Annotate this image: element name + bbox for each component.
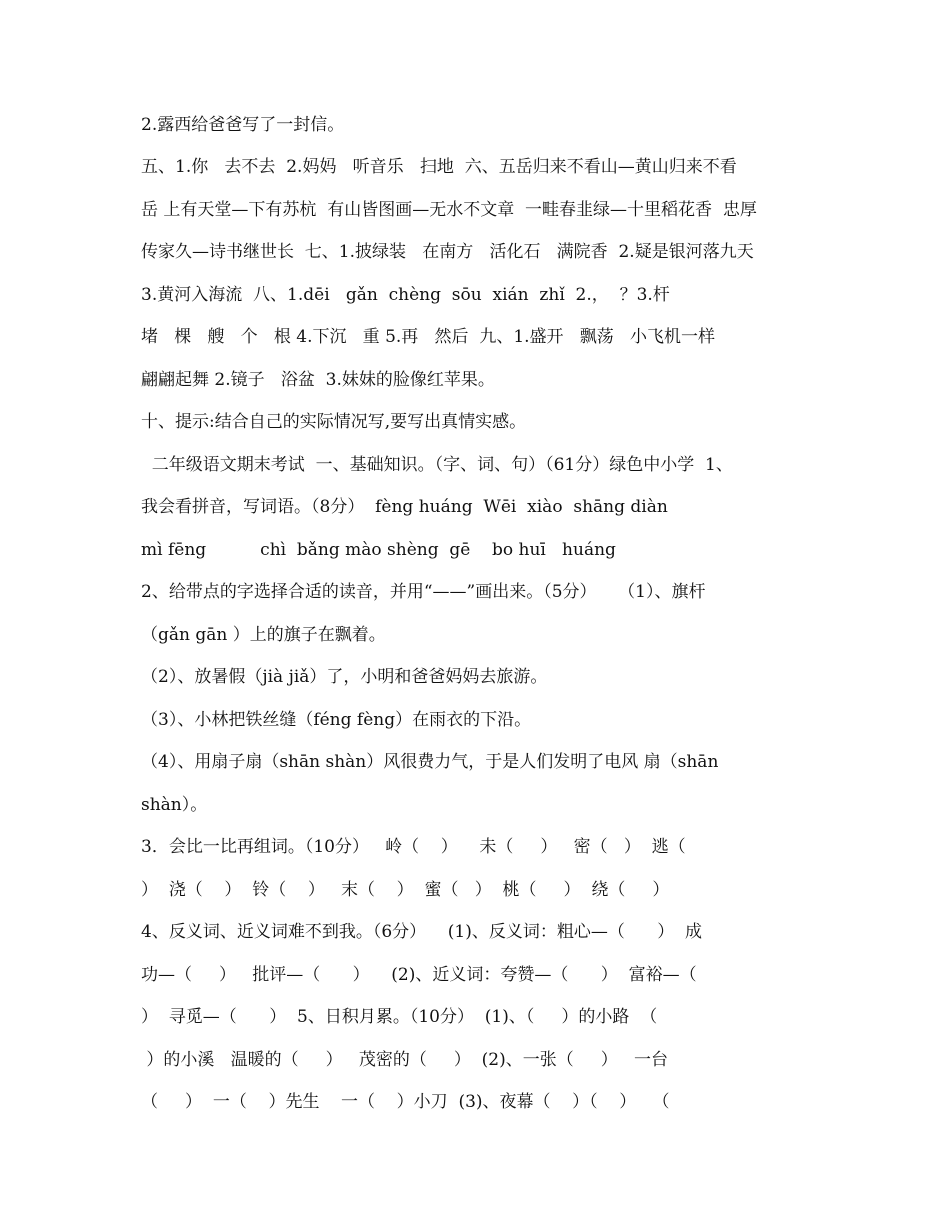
text-line: shàn）。 xyxy=(141,795,208,815)
text-line: （2）、放暑假（jià jiǎ）了，小明和爸爸妈妈去旅游。 xyxy=(141,667,548,687)
text-line: ） 寻觅—（ ） 5、日积月累。（10分） (1)、（ ）的小路 （ xyxy=(141,1007,658,1027)
text-line: 堵 棵 艘 个 根 4.下沉 重 5.再 然后 九、1.盛开 飘荡 小飞机一样 xyxy=(141,327,715,347)
text-line: 3．会比一比再组词。（10分） 岭（ ） 未（ ） 密（ ） 逃（ xyxy=(141,837,686,857)
text-line: 2、给带点的字选择合适的读音，并用“——”画出来。（5分） （1）、旗杆 xyxy=(141,582,706,602)
text-line: （gǎn gān ）上的旗子在飘着。 xyxy=(141,625,386,645)
text-line: 我会看拼音，写词语。（8分） fèng huáng Wēi xiào shāng diàn xyxy=(141,497,668,517)
text-line: ）的小溪 温暖的（ ） 茂密的（ ） (2)、一张（ ） 一台 xyxy=(141,1050,668,1070)
text-line: 功—（ ） 批评—（ ） (2)、近义词：夸赞—（ ） 富裕—（ xyxy=(141,965,697,985)
text-line: 十、提示:结合自己的实际情况写,要写出真情实感。 xyxy=(141,412,527,432)
text-line: 五、1.你 去不去 2.妈妈 听音乐 扫地 六、五岳归来不看山—黄山归来不看 xyxy=(141,157,737,177)
text-line: mì fēng chì bǎng mào shèng gē bo huī huáng xyxy=(141,540,616,560)
text-line: 传家久—诗书继世长 七、1.披绿装 在南方 活化石 满院香 2.疑是银河落九天 xyxy=(141,242,754,262)
text-line: 翩翩起舞 2.镜子 浴盆 3.妹妹的脸像红苹果。 xyxy=(141,370,495,390)
text-line: （ ） 一（ ）先生 一（ ）小刀 (3)、夜幕（ ）（ ） （ xyxy=(141,1092,670,1112)
text-line: ） 浇（ ） 铃（ ） 末（ ） 蜜（ ） 桃（ ） 绕（ ） xyxy=(141,880,670,900)
text-line: （3）、小林把铁丝缝（féng fèng）在雨衣的下沿。 xyxy=(141,710,532,730)
text-line: 岳 上有天堂—下有苏杭 有山皆图画—无水不文章 一畦春韭绿—十里稻花香 忠厚 xyxy=(141,200,757,220)
text-line: 2.露西给爸爸写了一封信。 xyxy=(141,115,345,135)
text-line: 二年级语文期末考试 一、基础知识。（字、词、句）（61分）绿色中小学 1、 xyxy=(141,455,733,475)
text-line: （4）、用扇子扇（shān shàn）风很费力气，于是人们发明了电风 扇（shān xyxy=(141,752,719,772)
text-line: 4、反义词、近义词难不到我。（6分） (1)、反义词：粗心—（ ） 成 xyxy=(141,922,703,942)
text-line: 3.黄河入海流 八、1.dēi gǎn chèng sōu xián zhǐ 2.， ？3.杆 xyxy=(141,285,670,305)
